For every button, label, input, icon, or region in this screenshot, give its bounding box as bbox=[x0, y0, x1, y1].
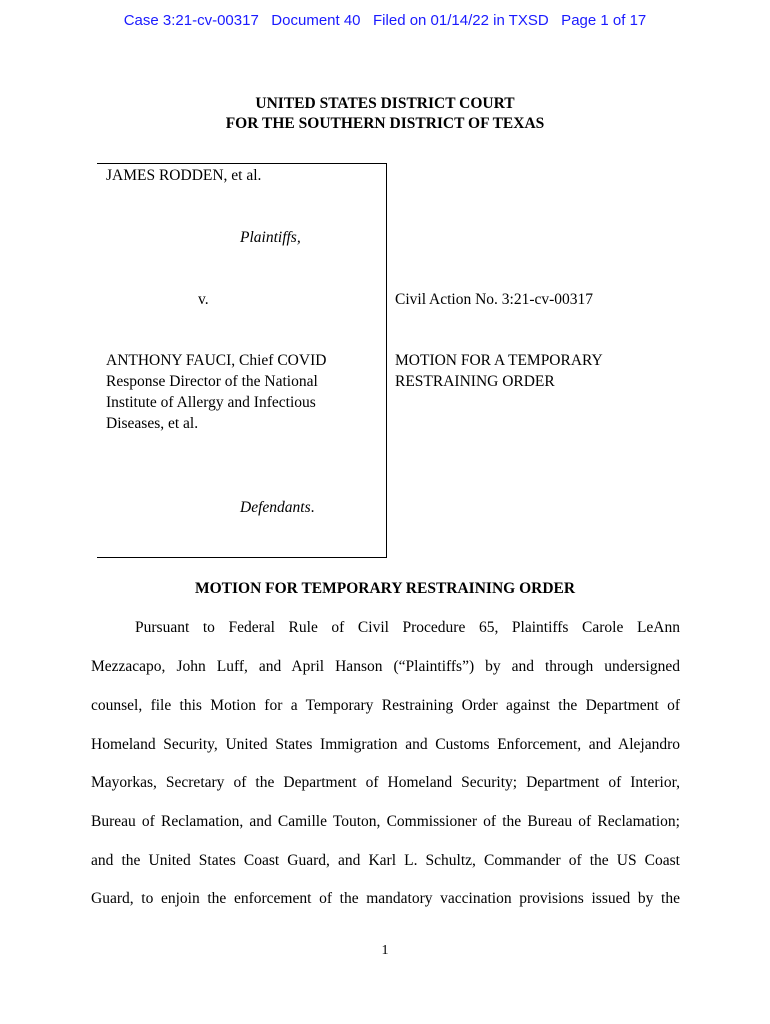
defendant-line: Diseases, et al. bbox=[106, 415, 199, 432]
versus-label: v. bbox=[198, 291, 209, 308]
body-paragraph-line: Bureau of Reclamation, and Camille Touton, Commissioner of the Bureau of Reclamation; bbox=[91, 813, 680, 830]
page-number: 1 bbox=[381, 943, 389, 958]
body-paragraph-line: Pursuant to Federal Rule of Civil Procedure 65, Plaintiffs Carole LeAnn bbox=[135, 619, 680, 636]
body-paragraph-line: Mayorkas, Secretary of the Department of Homeland Security; Department of Interior, bbox=[91, 774, 680, 791]
filing-header: Case 3:21-cv-00317 Document 40 Filed on 01/14/22 in TXSD Page 1 of 17 bbox=[123, 12, 647, 29]
defendant-line: Response Director of the National bbox=[106, 373, 318, 390]
plaintiff-name: JAMES RODDEN, et al. bbox=[106, 167, 262, 184]
civil-action-number: Civil Action No. 3:21-cv-00317 bbox=[395, 291, 594, 308]
defendants-label bbox=[240, 497, 314, 518]
defendants-label-text: Defendants bbox=[240, 499, 311, 516]
defendant-names bbox=[106, 350, 326, 434]
court-heading-line-1: UNITED STATES DISTRICT COURT bbox=[255, 95, 515, 112]
motion-caption-title bbox=[395, 350, 603, 392]
defendants-label-period: . bbox=[310, 499, 315, 516]
body-paragraph-line: Guard, to enjoin the enforcement of the mandatory vaccination provisions issued by the bbox=[91, 890, 680, 907]
motion-caption-line: MOTION FOR A TEMPORARY bbox=[395, 352, 603, 369]
court-heading-line-2: FOR THE SOUTHERN DISTRICT OF TEXAS bbox=[225, 115, 545, 132]
motion-title: MOTION FOR TEMPORARY RESTRAINING ORDER bbox=[194, 580, 576, 597]
body-paragraph-line: Homeland Security, United States Immigration and Customs Enforcement, and Alejandro bbox=[91, 736, 680, 753]
motion-caption-line: RESTRAINING ORDER bbox=[395, 373, 555, 390]
defendant-line: ANTHONY FAUCI, Chief COVID bbox=[106, 352, 327, 369]
body-paragraph-line: and the United States Coast Guard, and Karl L. Schultz, Commander of the US Coast bbox=[91, 852, 680, 869]
defendant-line: Institute of Allergy and Infectious bbox=[106, 394, 316, 411]
body-paragraph-line: counsel, file this Motion for a Temporary Restraining Order against the Department of bbox=[91, 697, 680, 714]
plaintiffs-label: Plaintiffs, bbox=[240, 229, 301, 246]
court-heading bbox=[0, 94, 770, 134]
body-paragraph-line: Mezzacapo, John Luff, and April Hanson (“Plaintiffs”) by and through undersigned bbox=[91, 658, 680, 675]
